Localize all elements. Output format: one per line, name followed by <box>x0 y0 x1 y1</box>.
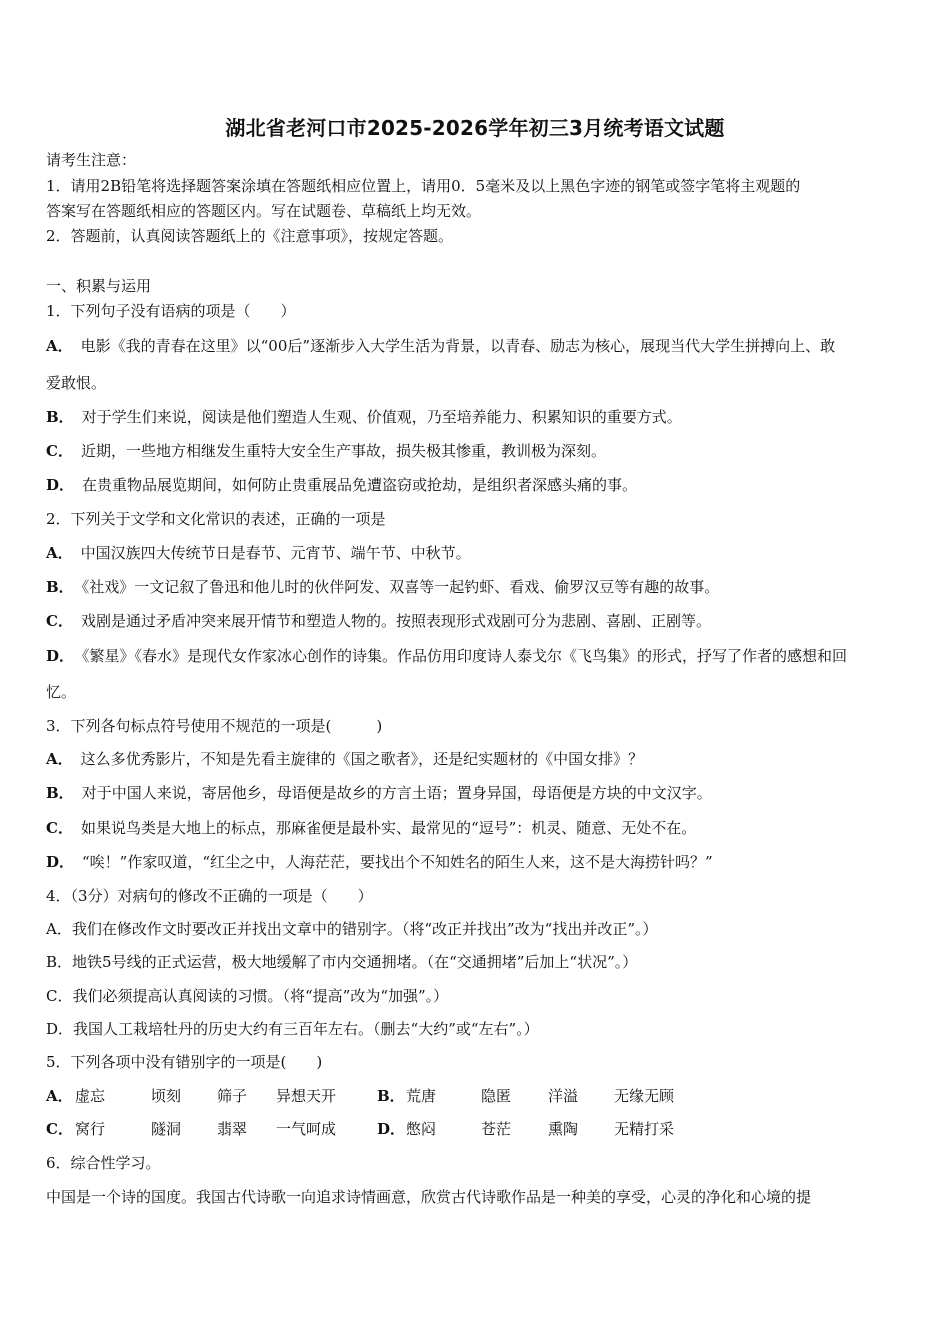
q4-option-b: B．地铁5号线的正式运营，极大地缓解了市内交通拥堵。（在“交通拥堵”后加上“状况”。） <box>46 953 638 971</box>
q3-option-b <box>46 783 712 803</box>
q3-option-d <box>46 852 713 872</box>
q2-option-a <box>46 543 471 563</box>
word: 洋溢 <box>548 1087 579 1105</box>
word: 筛子 <box>217 1087 248 1105</box>
q6-stem: 6．综合性学习。 <box>46 1154 161 1172</box>
option-text: 这么多优秀影片，不知是先看主旋律的《国之歌者》，还是纪实题材的《中国女排》？ <box>80 750 644 768</box>
q3-option-a <box>46 749 643 769</box>
word: 隧洞 <box>151 1120 182 1138</box>
option-label: B． <box>377 1087 405 1105</box>
word: 隐匿 <box>481 1087 512 1105</box>
q4-option-a: A．我们在修改作文时要改正并找出文章中的错别字。（将“改正并找出”改为“找出并改正”。） <box>46 920 658 938</box>
option-label: C． <box>46 442 73 460</box>
option-text: 对于学生们来说，阅读是他们塑造人生观、价值观，乃至培养能力、积累知识的重要方式。 <box>81 408 682 426</box>
word: 翡翠 <box>217 1120 248 1138</box>
q4-stem: 4．（3分）对病句的修改不正确的一项是（ ） <box>46 887 373 905</box>
q4-option-d: D．我国人工栽培牡丹的历史大约有三百年左右。（删去“大约”或“左右”。） <box>46 1020 539 1038</box>
q1-option-c <box>46 441 606 461</box>
word: 顷刻 <box>151 1087 182 1105</box>
option-text: “唉！”作家叹道，“红尘之中，人海茫茫，要找出个不知姓名的陌生人来，这不是大海捞针吗？” <box>82 853 713 871</box>
option-text: 如果说鸟类是大地上的标点，那麻雀便是最朴实、最常见的“逗号”：机灵、随意、无处不在。 <box>80 819 697 837</box>
option-label: A． <box>46 750 73 768</box>
q2-option-d <box>46 646 847 666</box>
option-text: 《社戏》一文记叙了鲁迅和他儿时的伙伴阿发、双喜等一起钓虾、看戏、偷罗汉豆等有趣的故事。 <box>81 578 720 596</box>
section-heading: 一、积累与运用 <box>46 277 152 295</box>
word: 无缘无顾 <box>614 1087 675 1105</box>
option-label: D． <box>46 647 75 665</box>
option-text: 电影《我的青春在这里》以“00后”逐渐步入大学生活为背景，以青春、励志为核心，展现当代大学生拼搏向上、敢 <box>80 337 836 355</box>
q1-option-a-cont: 爱敢恨。 <box>46 374 107 392</box>
word: 虚忘 <box>75 1087 106 1105</box>
notice-line-1: 1．请用2B铅笔将选择题答案涂填在答题纸相应位置上，请用0．5毫米及以上黑色字迹的钢笔或签字笔将主观题的 <box>46 177 801 195</box>
option-text: 对于中国人来说，寄居他乡，母语便是故乡的方言土语；置身异国，母语便是方块的中文汉字。 <box>81 784 712 802</box>
word: 一气呵成 <box>276 1120 337 1138</box>
option-label: C． <box>46 612 73 630</box>
word: 熏陶 <box>548 1120 579 1138</box>
q6-text: 中国是一个诗的国度。我国古代诗歌一向追求诗情画意，欣赏古代诗歌作品是一种美的享受，心灵的净化和心境的提 <box>46 1188 812 1206</box>
option-text: 《繁星》《春水》是现代女作家冰心创作的诗集。作品仿用印度诗人泰戈尔《飞鸟集》的形式，抒写了作者的感想和回 <box>82 647 848 665</box>
exam-title: 湖北省老河口市2025-2026学年初三3月统考语文试题 <box>225 116 725 140</box>
q2-option-d-cont: 忆。 <box>46 683 77 701</box>
option-label: B． <box>46 784 74 802</box>
option-label: D． <box>46 853 75 871</box>
option-text: 中国汉族四大传统节日是春节、元宵节、端午节、中秋节。 <box>80 544 471 562</box>
q4-option-c: C．我们必须提高认真阅读的习惯。（将“提高”改为“加强”。） <box>46 987 449 1005</box>
word: 无精打采 <box>614 1120 675 1138</box>
q1-stem: 1．下列句子没有语病的项是（ ） <box>46 302 296 320</box>
option-label: A． <box>46 1087 73 1105</box>
q2-option-c <box>46 611 711 631</box>
word: 苍茫 <box>481 1120 512 1138</box>
q3-option-c <box>46 818 696 838</box>
option-label: D． <box>377 1120 406 1138</box>
q3-stem: 3．下列各句标点符号使用不规范的一项是( ) <box>46 717 383 735</box>
option-label: B． <box>46 408 74 426</box>
option-label: C． <box>46 819 73 837</box>
option-label: C． <box>46 1120 73 1138</box>
option-label: A． <box>46 544 73 562</box>
notice-line-3: 2．答题前，认真阅读答题纸上的《注意事项》，按规定答题。 <box>46 227 454 245</box>
word: 荒唐 <box>406 1087 437 1105</box>
option-text: 在贵重物品展览期间，如何防止贵重展品免遭盗窃或抢劫，是组织者深感头痛的事。 <box>82 476 638 494</box>
notice-line-2: 答案写在答题纸相应的答题区内。写在试题卷、草稿纸上均无效。 <box>46 202 482 220</box>
option-text: 近期，一些地方相继发生重特大安全生产事故，损失极其惨重，教训极为深刻。 <box>80 442 606 460</box>
q2-option-b <box>46 577 719 597</box>
option-label: D． <box>46 476 75 494</box>
notice-heading: 请考生注意： <box>46 151 137 169</box>
q1-option-d <box>46 475 637 495</box>
q5-stem: 5．下列各项中没有错别字的一项是( ) <box>46 1053 323 1071</box>
q2-stem: 2．下列关于文学和文化常识的表述，正确的一项是 <box>46 510 386 528</box>
option-text: 戏剧是通过矛盾冲突来展开情节和塑造人物的。按照表现形式戏剧可分为悲剧、喜剧、正剧等。 <box>80 612 711 630</box>
q1-option-b <box>46 407 682 427</box>
word: 窝行 <box>75 1120 106 1138</box>
word: 异想天开 <box>276 1087 337 1105</box>
word: 憋闷 <box>406 1120 437 1138</box>
option-label: A． <box>46 337 73 355</box>
option-label: B． <box>46 578 74 596</box>
q1-option-a <box>46 336 835 356</box>
